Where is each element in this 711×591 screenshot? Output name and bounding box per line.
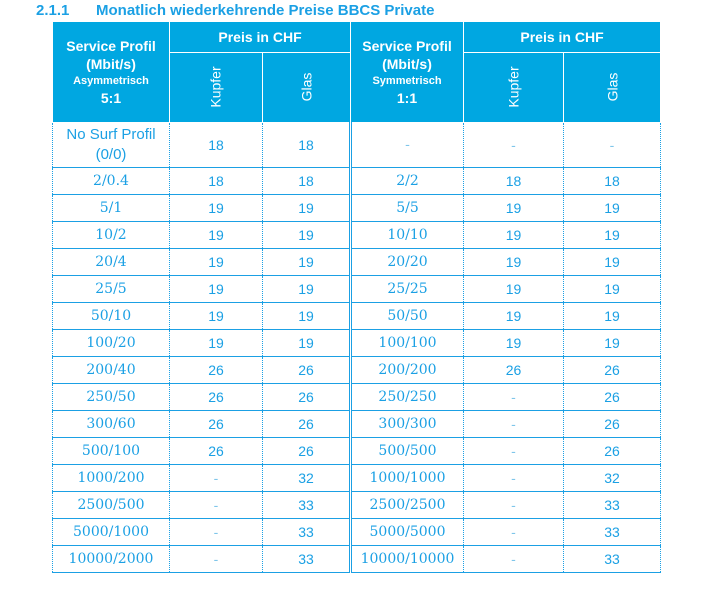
table-row bbox=[53, 519, 661, 546]
sym-copper-cell: 19 bbox=[464, 195, 564, 222]
asym-profile-cell: No Surf Profil (0/0) bbox=[53, 123, 170, 168]
sym-glass-cell: 26 bbox=[564, 357, 661, 384]
asym-glass-cell: 32 bbox=[263, 465, 351, 492]
asym-copper-cell: 19 bbox=[170, 222, 263, 249]
sym-copper-cell: - bbox=[464, 519, 564, 546]
asym-profile-cell: 2500/500 bbox=[53, 492, 170, 519]
sym-glass-cell: 19 bbox=[564, 276, 661, 303]
asym-glass-cell: 33 bbox=[263, 519, 351, 546]
asym-profile-cell: 10000/2000 bbox=[53, 546, 170, 573]
sym-profile-cell: 100/100 bbox=[351, 330, 464, 357]
sym-glass-cell: 32 bbox=[564, 465, 661, 492]
table-row bbox=[53, 222, 661, 249]
sym-profile-cell: 25/25 bbox=[351, 276, 464, 303]
section-number: 2.1.1 bbox=[36, 2, 70, 19]
sym-glass-cell: 26 bbox=[564, 438, 661, 465]
sym-profile-cell: 250/250 bbox=[351, 384, 464, 411]
asym-glass-cell: 19 bbox=[263, 303, 351, 330]
table-row bbox=[53, 411, 661, 438]
asym-profile-cell: 5000/1000 bbox=[53, 519, 170, 546]
asym-copper-cell: - bbox=[170, 465, 263, 492]
header-asym-price: Preis in CHF bbox=[170, 22, 351, 53]
header-asym-copper: Kupfer bbox=[170, 53, 263, 123]
sym-profile-cell: 200/200 bbox=[351, 357, 464, 384]
asym-copper-cell: 19 bbox=[170, 195, 263, 222]
asym-copper-cell: - bbox=[170, 519, 263, 546]
asym-copper-cell: 26 bbox=[170, 438, 263, 465]
asym-glass-cell: 26 bbox=[263, 438, 351, 465]
asym-copper-cell: 26 bbox=[170, 384, 263, 411]
sym-profile-cell: 1000/1000 bbox=[351, 465, 464, 492]
asym-glass-cell: 26 bbox=[263, 384, 351, 411]
sym-copper-cell: 19 bbox=[464, 249, 564, 276]
sym-copper-cell: - bbox=[464, 123, 564, 168]
sym-copper-cell: 19 bbox=[464, 222, 564, 249]
table-row bbox=[53, 195, 661, 222]
sym-glass-cell: 19 bbox=[564, 222, 661, 249]
sym-profile-cell: 300/300 bbox=[351, 411, 464, 438]
sym-profile-cell: 5/5 bbox=[351, 195, 464, 222]
asym-glass-cell: 19 bbox=[263, 195, 351, 222]
sym-copper-cell: 18 bbox=[464, 168, 564, 195]
header-asym-glass: Glas bbox=[263, 53, 351, 123]
table-row bbox=[53, 357, 661, 384]
sym-glass-cell: 19 bbox=[564, 249, 661, 276]
sym-copper-cell: - bbox=[464, 438, 564, 465]
sym-glass-cell: 33 bbox=[564, 492, 661, 519]
asym-profile-cell: 25/5 bbox=[53, 276, 170, 303]
price-table bbox=[52, 21, 661, 573]
sym-copper-cell: - bbox=[464, 465, 564, 492]
asym-profile-cell: 100/20 bbox=[53, 330, 170, 357]
sym-glass-cell: 26 bbox=[564, 411, 661, 438]
asym-profile-cell: 5/1 bbox=[53, 195, 170, 222]
table-row bbox=[53, 330, 661, 357]
asym-profile-cell: 10/2 bbox=[53, 222, 170, 249]
sym-copper-cell: 19 bbox=[464, 303, 564, 330]
sym-profile-cell: 10/10 bbox=[351, 222, 464, 249]
asym-glass-cell: 26 bbox=[263, 411, 351, 438]
price-table-body bbox=[53, 123, 661, 573]
asym-glass-cell: 18 bbox=[263, 123, 351, 168]
asym-copper-cell: - bbox=[170, 546, 263, 573]
sym-glass-cell: - bbox=[564, 123, 661, 168]
asym-copper-cell: 18 bbox=[170, 168, 263, 195]
sym-copper-cell: - bbox=[464, 411, 564, 438]
asym-glass-cell: 19 bbox=[263, 330, 351, 357]
sym-glass-cell: 33 bbox=[564, 519, 661, 546]
header-asym-profile: Service Profil (Mbit/s) Asymmetrisch 5:1 bbox=[53, 22, 170, 123]
sym-copper-cell: - bbox=[464, 384, 564, 411]
header-sym-glass: Glas bbox=[564, 53, 661, 123]
table-row bbox=[53, 384, 661, 411]
asym-copper-cell: 19 bbox=[170, 303, 263, 330]
asym-profile-cell: 20/4 bbox=[53, 249, 170, 276]
table-row bbox=[53, 438, 661, 465]
table-row bbox=[53, 123, 661, 168]
sym-profile-cell: 5000/5000 bbox=[351, 519, 464, 546]
sym-glass-cell: 18 bbox=[564, 168, 661, 195]
header-sym-price: Preis in CHF bbox=[464, 22, 661, 53]
sym-glass-cell: 19 bbox=[564, 195, 661, 222]
sym-glass-cell: 33 bbox=[564, 546, 661, 573]
asym-glass-cell: 33 bbox=[263, 546, 351, 573]
section-title: Monatlich wiederkehrende Preise BBCS Private bbox=[96, 2, 435, 19]
sym-glass-cell: 19 bbox=[564, 303, 661, 330]
sym-copper-cell: - bbox=[464, 492, 564, 519]
asym-copper-cell: - bbox=[170, 492, 263, 519]
section-heading bbox=[36, 2, 434, 22]
asym-glass-cell: 18 bbox=[263, 168, 351, 195]
asym-copper-cell: 19 bbox=[170, 249, 263, 276]
sym-profile-cell: 2/2 bbox=[351, 168, 464, 195]
sym-glass-cell: 26 bbox=[564, 384, 661, 411]
table-row bbox=[53, 276, 661, 303]
asym-copper-cell: 19 bbox=[170, 276, 263, 303]
sym-copper-cell: 19 bbox=[464, 276, 564, 303]
asym-profile-cell: 500/100 bbox=[53, 438, 170, 465]
sym-profile-cell: 10000/10000 bbox=[351, 546, 464, 573]
sym-copper-cell: - bbox=[464, 546, 564, 573]
sym-copper-cell: 19 bbox=[464, 330, 564, 357]
sym-profile-cell: 50/50 bbox=[351, 303, 464, 330]
asym-copper-cell: 18 bbox=[170, 123, 263, 168]
table-row bbox=[53, 546, 661, 573]
asym-glass-cell: 19 bbox=[263, 276, 351, 303]
asym-profile-cell: 50/10 bbox=[53, 303, 170, 330]
asym-glass-cell: 19 bbox=[263, 249, 351, 276]
asym-profile-cell: 1000/200 bbox=[53, 465, 170, 492]
sym-glass-cell: 19 bbox=[564, 330, 661, 357]
asym-copper-cell: 26 bbox=[170, 357, 263, 384]
asym-copper-cell: 19 bbox=[170, 330, 263, 357]
sym-profile-cell: 20/20 bbox=[351, 249, 464, 276]
sym-profile-cell: - bbox=[351, 123, 464, 168]
asym-copper-cell: 26 bbox=[170, 411, 263, 438]
table-row bbox=[53, 249, 661, 276]
asym-glass-cell: 26 bbox=[263, 357, 351, 384]
table-row bbox=[53, 168, 661, 195]
asym-profile-cell: 250/50 bbox=[53, 384, 170, 411]
asym-profile-cell: 2/0.4 bbox=[53, 168, 170, 195]
asym-glass-cell: 33 bbox=[263, 492, 351, 519]
table-row bbox=[53, 303, 661, 330]
sym-profile-cell: 2500/2500 bbox=[351, 492, 464, 519]
sym-profile-cell: 500/500 bbox=[351, 438, 464, 465]
table-row bbox=[53, 465, 661, 492]
asym-glass-cell: 19 bbox=[263, 222, 351, 249]
asym-profile-cell: 200/40 bbox=[53, 357, 170, 384]
asym-profile-cell: 300/60 bbox=[53, 411, 170, 438]
table-row bbox=[53, 492, 661, 519]
sym-copper-cell: 26 bbox=[464, 357, 564, 384]
header-sym-profile: Service Profil (Mbit/s) Symmetrisch 1:1 bbox=[351, 22, 464, 123]
header-sym-copper: Kupfer bbox=[464, 53, 564, 123]
